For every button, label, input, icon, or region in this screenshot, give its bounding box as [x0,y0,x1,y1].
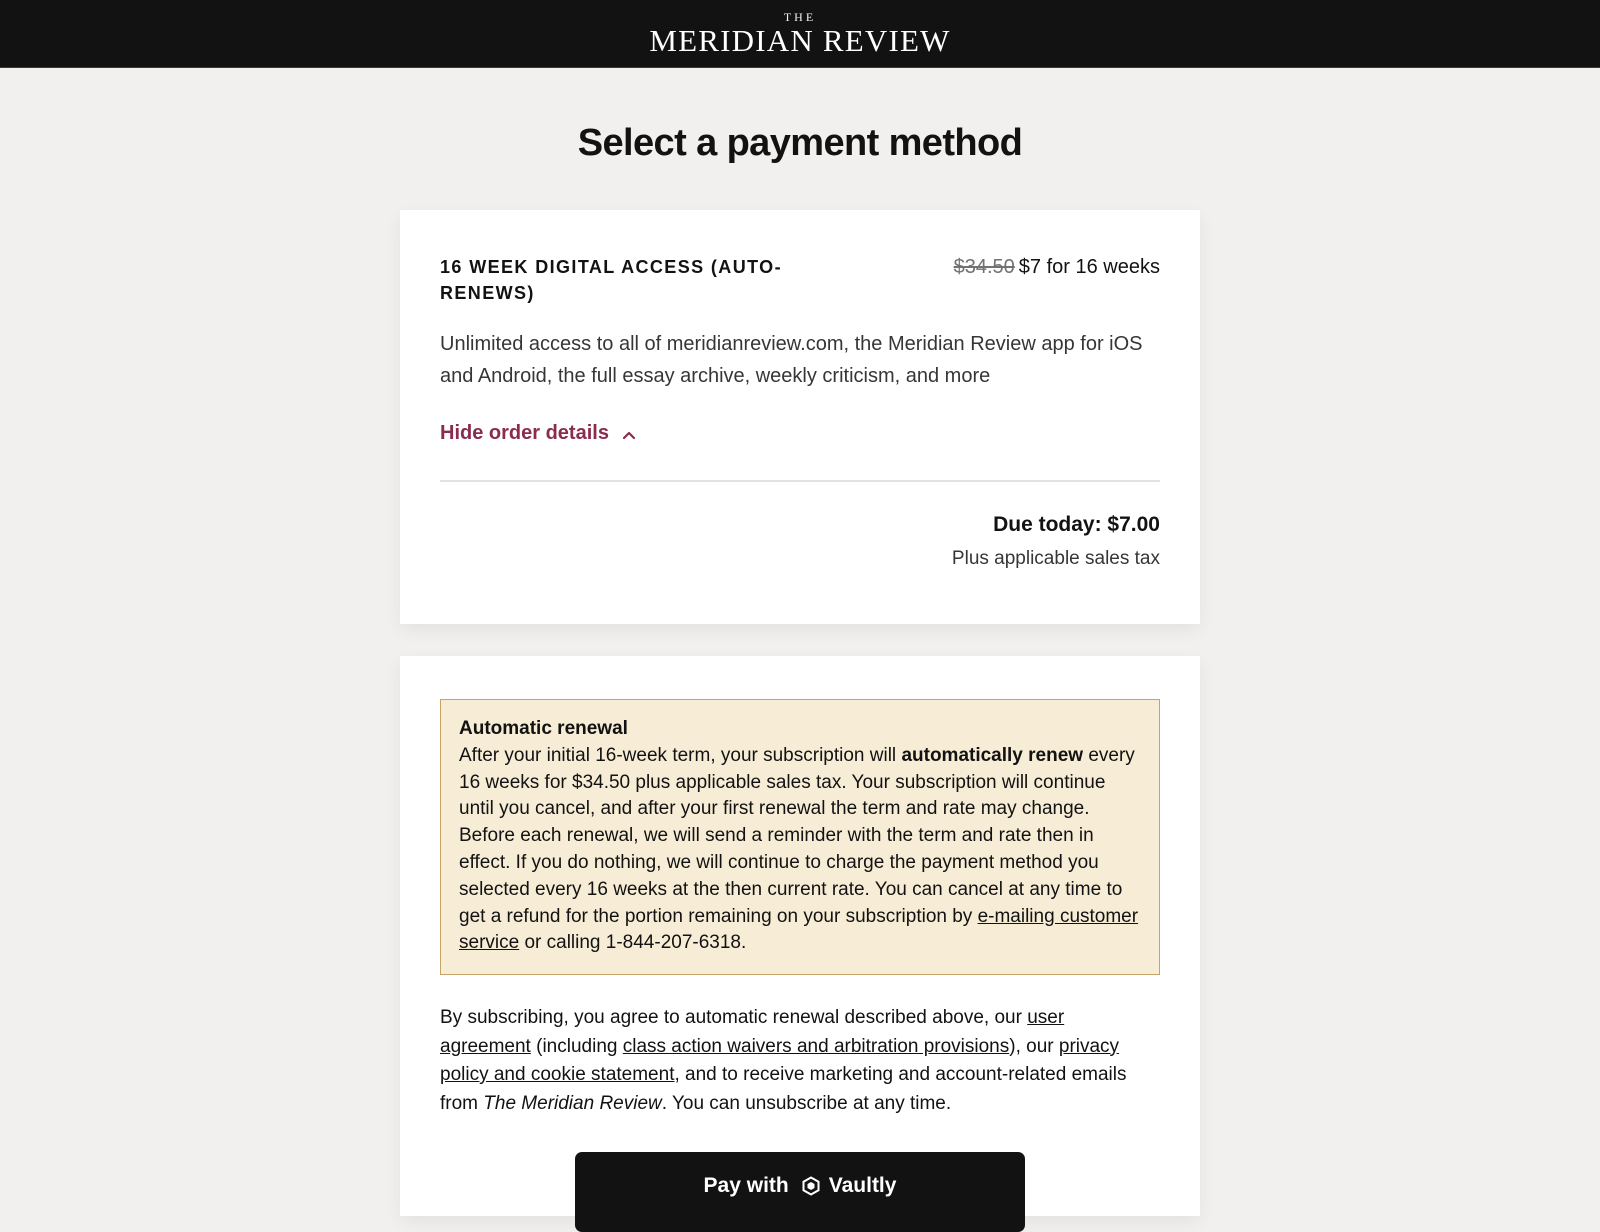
email-customer-service-link[interactable]: e-mailing customer service [459,905,1139,954]
automatic-renewal-notice [440,699,1160,975]
renewal-emphasis: automatically renew [901,744,1084,766]
agreement-text-part: By subscribing, you agree to automatic renewal described above, our [440,1007,1028,1028]
toggle-label: Hide order details [440,422,609,444]
class-action-link[interactable]: class action waivers and arbitration provisions [622,1035,1010,1057]
pay-with-vaultly-button[interactable] [575,1152,1025,1232]
renewal-title: Automatic renewal [459,718,628,739]
user-agreement-link[interactable]: user agreement [440,1007,1065,1057]
due-today: Due today: $7.00 [993,513,1160,536]
chevron-up-icon [621,426,637,442]
renewal-text: every 16 weeks for $34.50 plus applicable sales tax. Your subscription will continue until you cancel, and after your first renewal the term and rate may change. Before each renewal, we will send a reminder with the term and rate then in effect. If you do nothing, we will continue to charge the payment method you selected every 16 weeks at the then current rate. You can cancel at any time to get a refund for the portion remaining on your subscription by [459,744,1135,927]
hide-order-details-link[interactable] [440,422,637,445]
plan-row [440,254,1160,306]
masthead-the: THE [783,9,817,24]
divider [440,480,1160,482]
plan-name: 16 WEEK DIGITAL ACCESS (AUTO-RENEWS) [440,257,782,303]
original-price: $34.50 [953,256,1015,278]
publication-name: The Meridian Review [483,1092,662,1114]
vaultly-hexagon-icon [801,1176,821,1196]
agreement-text [440,1004,1160,1118]
payment-card [400,656,1200,1216]
agreement-text-part: ), our [1009,1035,1059,1057]
pay-button-prefix: Pay with [703,1174,789,1197]
promo-price: $7 for 16 weeks [1018,256,1160,278]
plan-price [954,254,1160,280]
page-title: Select a payment method [577,122,1023,164]
agreement-text-part: (including [530,1035,623,1057]
masthead-logo[interactable]: MERIDIAN REVIEW [649,22,951,58]
order-summary-card [400,210,1200,624]
tax-note: Plus applicable sales tax [951,548,1160,569]
privacy-policy-link[interactable]: privacy policy and cookie statement [440,1035,1120,1085]
renewal-text: or calling 1-844-207-6318. [519,932,747,954]
renewal-text: After your initial 16-week term, your subscription will [459,744,902,766]
plan-description: Unlimited access to all of meridianreview.com, the Meridian Review app for iOS and Android, the full essay archive, weekly criticism, and more [440,333,1143,387]
masthead-bar [0,0,1600,68]
pay-button-brand: Vaultly [828,1174,897,1197]
agreement-text-part: , and to receive marketing and account-related emails from [440,1064,1127,1114]
agreement-text-part: . You can unsubscribe at any time. [661,1092,952,1114]
